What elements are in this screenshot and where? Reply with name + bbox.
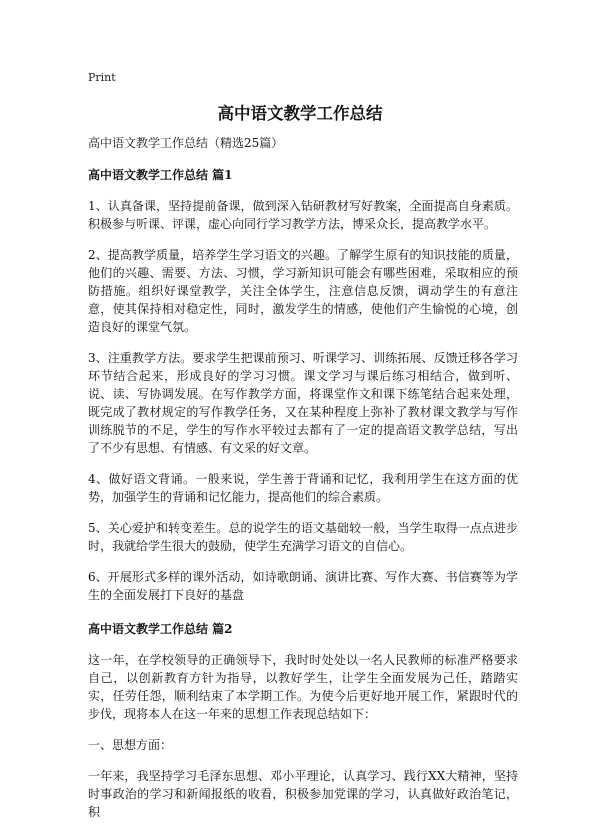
page-subtitle: 高中语文教学工作总结（精选25篇） [88,136,284,150]
section-heading: 高中语文教学工作总结 篇2 [88,622,233,636]
paragraph: 6、开展形式多样的课外活动，如诗歌朗诵、演讲比赛、写作大赛、书信赛等为学生的全面发展打下良好的基盘 [88,570,518,602]
paragraph: 这一年，在学校领导的正确领导下，我时时处处以一名人民教师的标准严格要求自己，以创新教育方针为指导，以教好学生，让学生全面发展为己任，踏踏实实，任劳任怨，顺利结束了本学期工作。为使今后更好地开展工作，紧跟时代的步伐，现将本人在这一年来的思想工作表现总结如下： [88,653,518,721]
print-link[interactable]: Print [88,71,116,84]
paragraph: 一年来，我坚持学习毛泽东思想、邓小平理论，认真学习、践行XX大精神，坚持时事政治的学习和新闻报纸的收看，积极参加党课的学习，认真做好政治笔记，积 [88,769,518,819]
paragraph: 4、做好语文背诵。一般来说，学生善于背诵和记忆，我利用学生在这方面的优势，加强学生的背诵和记忆能力，提高他们的综合素质。 [88,472,518,504]
document-body [88,166,518,834]
paragraph: 一、思想方面： [88,738,173,752]
paragraph: 5、关心爱护和转变差生。总的说学生的语文基础较一般，当学生取得一点点进步时，我就给学生很大的鼓励，使学生充满学习语文的自信心。 [88,521,518,553]
paragraph: 1、认真备课，坚持提前备课，做到深入钻研教材写好教案，全面提高自身素质。积极参与听课、评课，虚心向同行学习教学方法，博采众长，提高教学水平。 [88,199,518,231]
page-title: 高中语文教学工作总结 [217,104,383,123]
section-heading: 高中语文教学工作总结 篇1 [88,168,233,182]
paragraph: 2、提高教学质量，培养学生学习语文的兴趣。了解学生原有的知识技能的质量，他们的兴趣、需要、方法、习惯，学习新知识可能会有哪些困难，采取相应的预防措施。组织好课堂教学，关注全体学生，注意信息反馈，调动学生的有意注意，使其保持相对稳定性，同时，激发学生的情感，使他们产生愉悦的心境，创造良好的课堂气氛。 [88,248,518,334]
paragraph: 3、注重教学方法。要求学生把课前预习、听课学习、训练拓展、反馈迁移各学习环节结合起来，形成良好的学习习惯。课文学习与课后练习相结合，做到听、说、读、写协调发展。在写作教学方面，将课堂作文和课下练笔结合起来处理，既完成了教材规定的写作教学任务，又在某种程度上弥补了教材课文教学与写作训练脱节的不足，学生的写作水平较过去都有了一定的提高语文教学总结，写出了不少有思想、有情感、有文采的好文章。 [88,351,518,455]
